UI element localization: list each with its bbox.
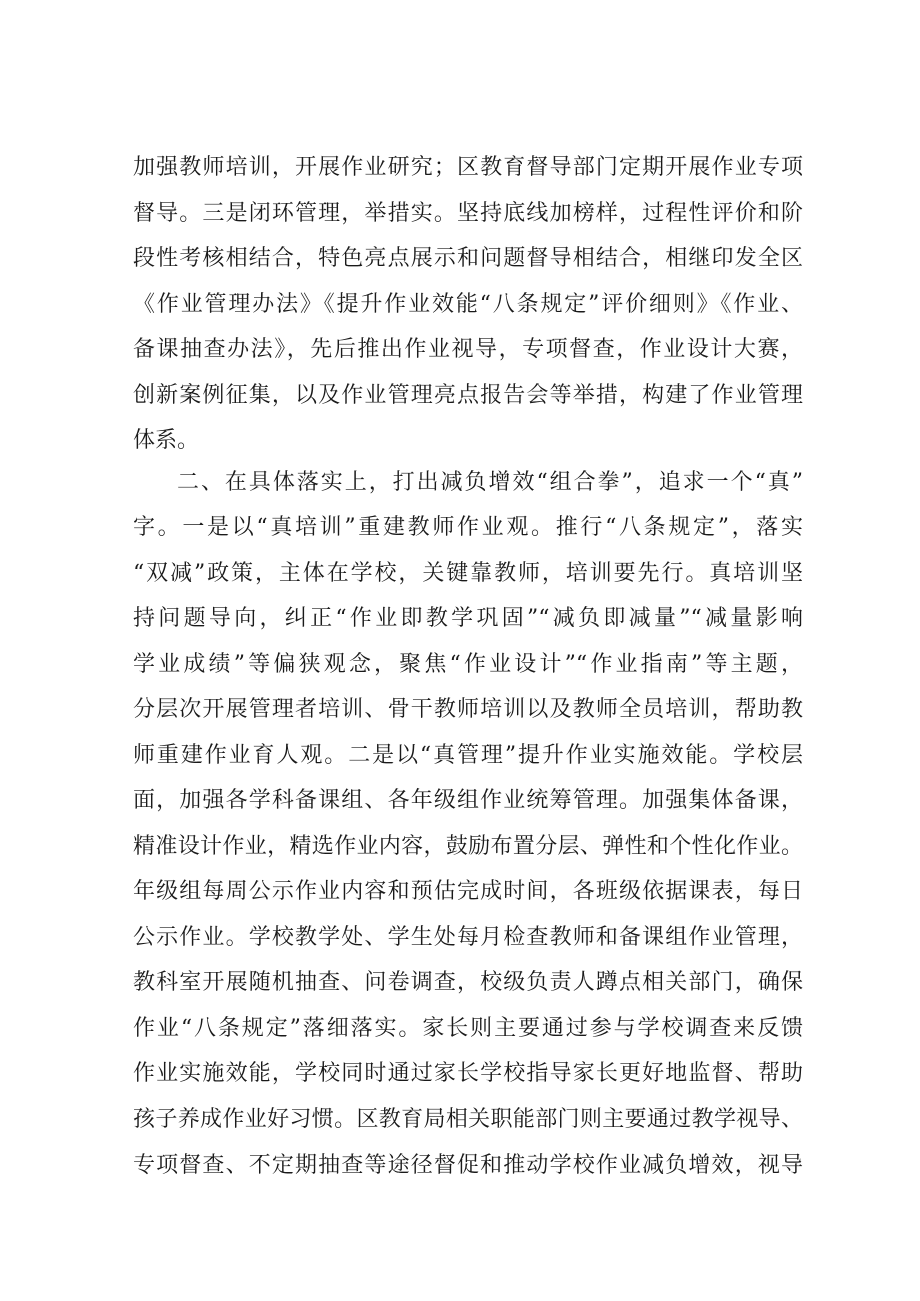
paragraph-1-line: 创新案例征集，以及作业管理亮点报告会等举措，构建了作业管理	[133, 383, 803, 408]
paragraph-1-line: 体系。	[133, 428, 200, 453]
paragraph-2-line: 年级组每周公示作业内容和预估完成时间，各班级依据课表，每日	[133, 879, 803, 904]
paragraph-2-line: 学业成绩”等偏狭观念，聚焦“作业设计”“作业指南”等主题，	[133, 652, 803, 677]
paragraph-2-line: “双减”政策，主体在学校，关键靠教师，培训要先行。真培训坚	[133, 561, 803, 586]
paragraph-2-line: 教科室开展随机抽查、问卷调查，校级负责人蹲点相关部门，确保	[133, 970, 803, 995]
paragraph-2-line: 二、在具体落实上，打出减负增效“组合拳”，追求一个“真”	[177, 470, 803, 495]
paragraph-1-line: 督导。三是闭环管理，举措实。坚持底线加榜样，过程性评价和阶	[133, 201, 803, 226]
paragraph-2-line: 字。一是以“真培训”重建教师作业观。推行“八条规定”，落实	[133, 515, 803, 540]
paragraph-2-line: 作业实施效能，学校同时通过家长学校指导家长更好地监督、帮助	[133, 1061, 803, 1086]
paragraph-2-line: 专项督查、不定期抽查等途径督促和推动学校作业减负增效，视导	[133, 1153, 803, 1178]
paragraph-1-line: 《作业管理办法》《提升作业效能“八条规定”评价细则》《作业、	[133, 292, 803, 317]
paragraph-2-line: 师重建作业育人观。二是以“真管理”提升作业实施效能。学校层	[133, 743, 803, 768]
paragraph-2-line: 精准设计作业，精选作业内容，鼓励布置分层、弹性和个性化作业。	[133, 834, 803, 859]
paragraph-2-line: 分层次开展管理者培训、骨干教师培训以及教师全员培训，帮助教	[133, 697, 803, 722]
paragraph-1-line: 备课抽查办法》，先后推出作业视导，专项督查，作业设计大赛，	[133, 337, 803, 362]
paragraph-2-line: 面，加强各学科备课组、各年级组作业统筹管理。加强集体备课，	[133, 788, 803, 813]
paragraph-2-line: 持问题导向，纠正“作业即教学巩固”“减负即减量”“减量影响	[133, 606, 803, 631]
paragraph-2-line: 孩子养成作业好习惯。区教育局相关职能部门则主要通过教学视导、	[133, 1107, 803, 1132]
paragraph-2-line: 公示作业。学校教学处、学生处每月检查教师和备课组作业管理，	[133, 925, 803, 950]
paragraph-2-line: 作业“八条规定”落细落实。家长则主要通过参与学校调查来反馈	[133, 1016, 803, 1041]
paragraph-1-line: 段性考核相结合，特色亮点展示和问题督导相结合，相继印发全区	[133, 246, 803, 271]
paragraph-1-line: 加强教师培训，开展作业研究；区教育督导部门定期开展作业专项	[133, 155, 803, 180]
